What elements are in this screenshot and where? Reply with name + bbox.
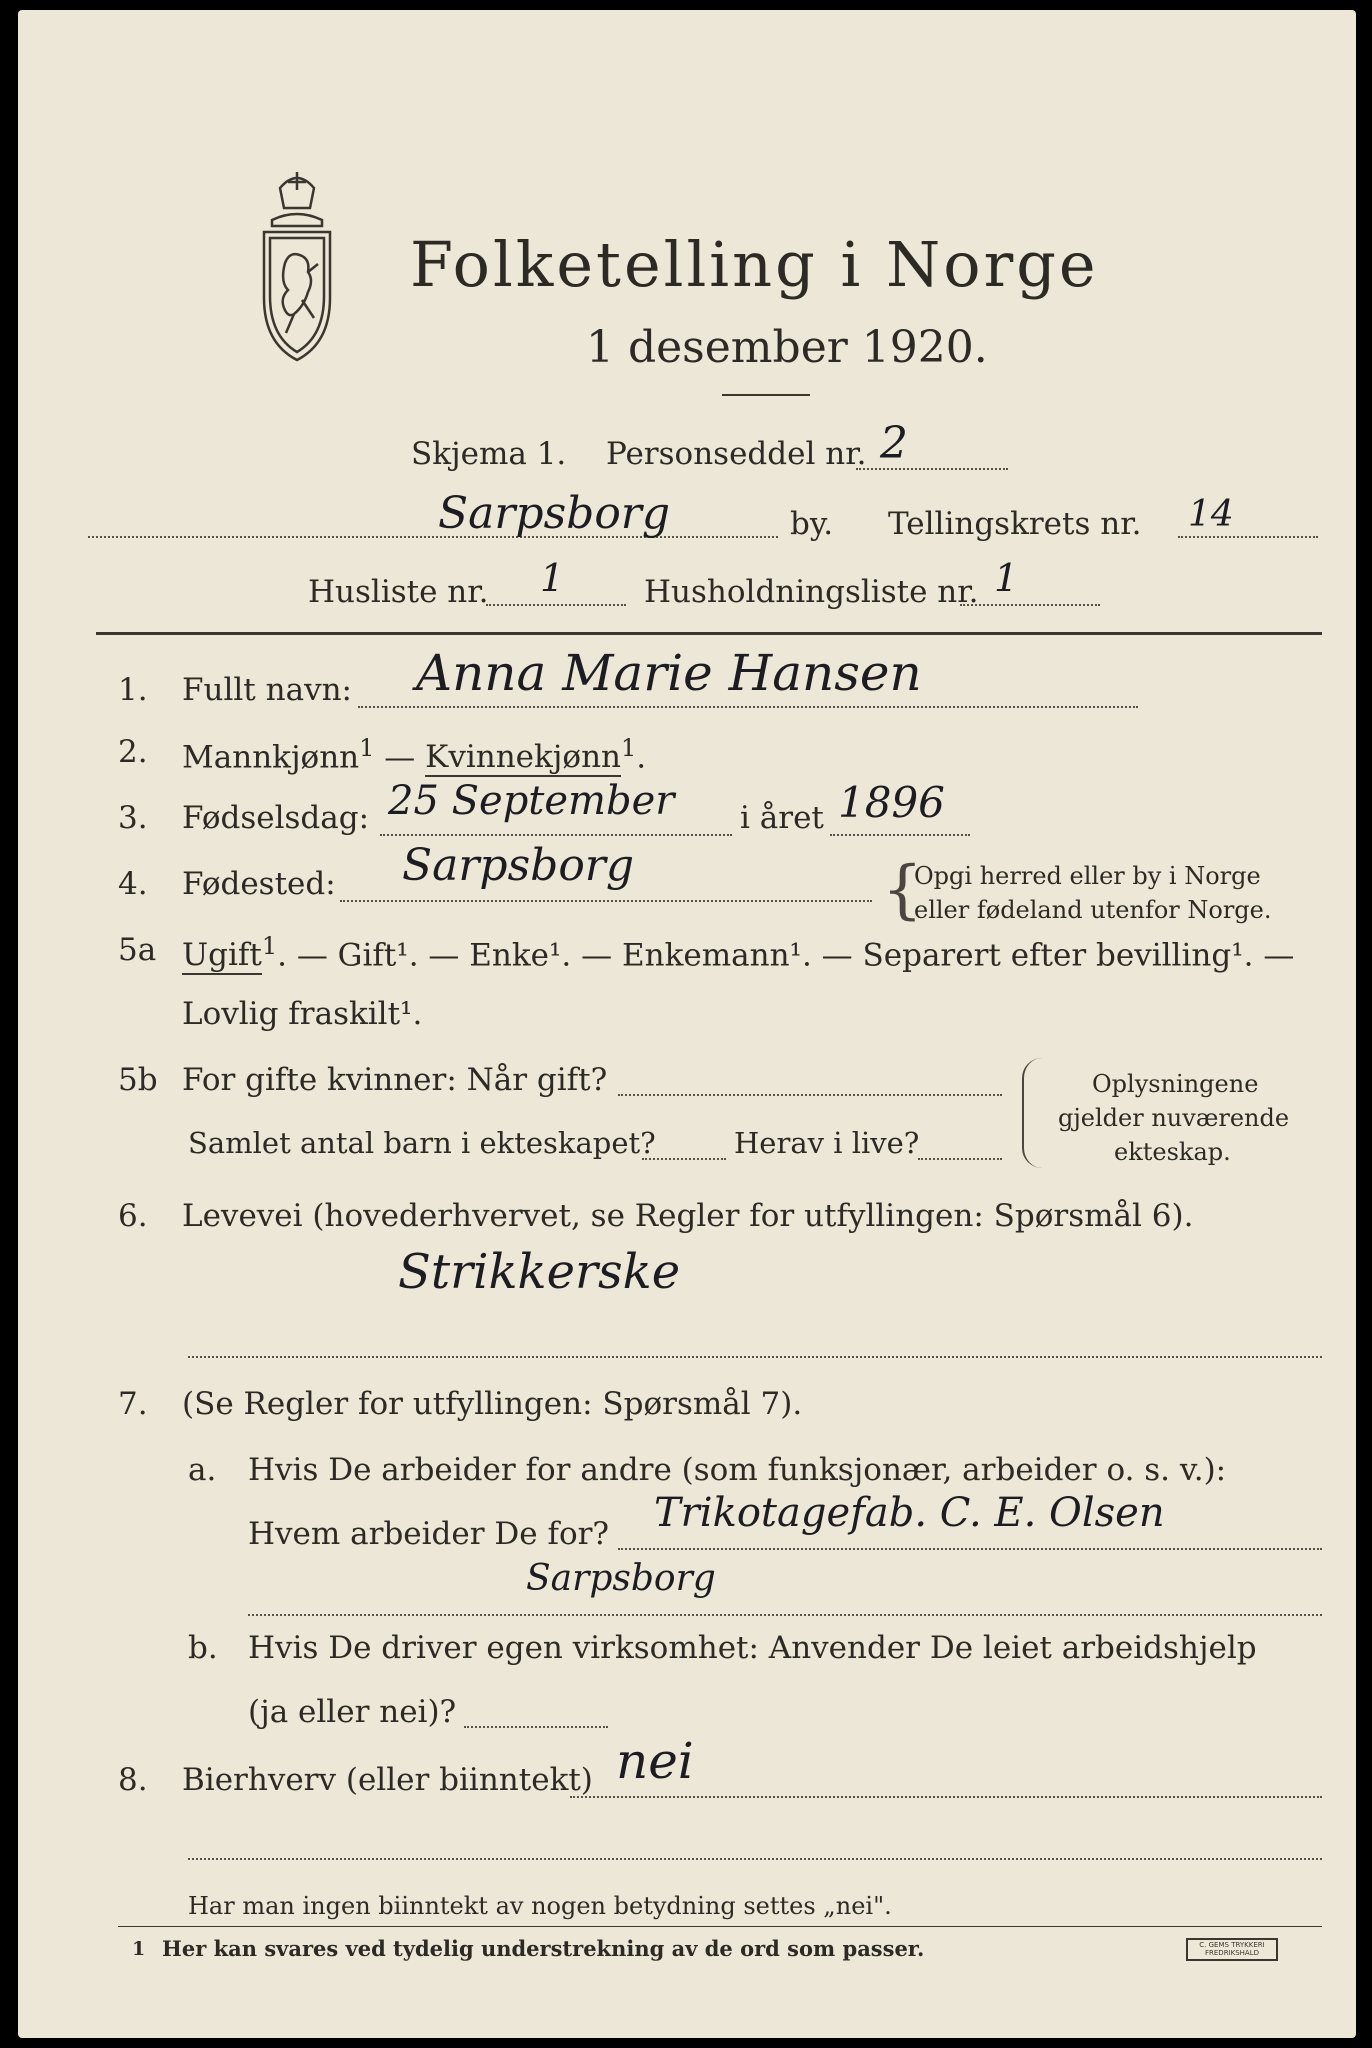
q8-number: 8. — [118, 1762, 148, 1798]
q4-number: 4. — [118, 866, 148, 902]
marital-ugift-option[interactable]: Ugift — [182, 937, 262, 974]
q7b-letter: b. — [188, 1630, 218, 1666]
husholdningsliste-label: Husholdningsliste nr. — [644, 574, 979, 610]
full-name-field[interactable] — [358, 706, 1138, 708]
q7b-line2: (ja eller nei)? — [248, 1694, 457, 1730]
full-name-value: Anna Marie Hansen — [416, 644, 922, 702]
norwegian-coat-of-arms-icon — [250, 168, 344, 368]
header-divider — [96, 632, 1322, 635]
q4-label: Fødested: — [182, 866, 336, 902]
skjema-label: Skjema 1. — [411, 436, 567, 472]
q5b-number: 5b — [118, 1062, 158, 1098]
q3-number: 3. — [118, 800, 148, 836]
husholdningsliste-field[interactable] — [960, 604, 1100, 606]
q6-label: Levevei (hovederhvervet, se Regler for utfyllingen: Spørsmål 6). — [182, 1198, 1194, 1234]
employer-value: Trikotagefab. C. E. Olsen — [654, 1490, 1165, 1536]
form-title: Folketelling i Norge — [410, 228, 1099, 301]
q7a-line2: Hvem arbeider De for? — [248, 1516, 610, 1552]
printer-stamp: C. GEMS TRYKKERI FREDRIKSHALD — [1186, 1938, 1278, 1961]
tellingskrets-label: Tellingskrets nr. — [888, 506, 1142, 542]
place-value: Sarpsborg — [438, 488, 671, 539]
side-income-field[interactable] — [570, 1796, 1322, 1798]
birthplace-note-line1: Opgi herred eller by i Norge — [914, 862, 1261, 890]
birthplace-value: Sarpsborg — [402, 840, 635, 891]
employer-field-line2[interactable] — [248, 1614, 1322, 1616]
side-income-value: nei — [616, 1732, 694, 1790]
title-divider — [722, 394, 810, 396]
place-field[interactable] — [88, 536, 778, 538]
marital-other-options[interactable]: — Gift¹. — Enke¹. — Enkemann¹. — Separert efter bevilling¹. — — [296, 937, 1295, 974]
census-form-sheet — [18, 10, 1356, 2038]
personseddel-label: Personseddel nr. — [606, 436, 867, 472]
birth-year-value: 1896 — [838, 778, 945, 827]
by-label: by. — [790, 506, 834, 542]
q8-label: Bierhverv (eller biinntekt) — [182, 1762, 593, 1798]
gender-female-option[interactable]: Kvinnekjønn — [425, 739, 622, 776]
birthday-field[interactable] — [380, 834, 732, 836]
married-date-field[interactable] — [618, 1094, 1002, 1096]
q7a-line1: Hvis De arbeider for andre (som funksjonær, arbeider o. s. v.): — [248, 1452, 1227, 1488]
birthplace-note-brace: { — [882, 853, 923, 927]
employer-field[interactable] — [618, 1548, 1322, 1550]
q7-number: 7. — [118, 1386, 148, 1422]
employer-location-value: Sarpsborg — [526, 1558, 716, 1599]
husliste-value: 1 — [540, 556, 565, 600]
husholdningsliste-value: 1 — [994, 556, 1019, 600]
form-date: 1 desember 1920. — [586, 322, 988, 373]
gender-options: Mannkjønn$^1$ — Kvinnekjønn$^1$. — [182, 734, 647, 776]
q6-number: 6. — [118, 1198, 148, 1234]
hired-help-field[interactable] — [464, 1726, 608, 1728]
footnote-mark: 1 — [132, 1938, 146, 1960]
occupation-field-line2[interactable] — [188, 1356, 1322, 1358]
q2-number: 2. — [118, 734, 148, 770]
children-count-field[interactable] — [642, 1158, 726, 1160]
q7-label: (Se Regler for utfyllingen: Spørsmål 7). — [182, 1386, 803, 1422]
q3-label: Fødselsdag: — [182, 800, 370, 836]
occupation-value: Strikkerske — [398, 1244, 681, 1300]
footnote-text: Her kan svares ved tydelig understrekning av de ord som passer. — [162, 1936, 925, 1961]
q7a-letter: a. — [188, 1452, 217, 1488]
marital-status-options: Ugift$^1$. — Gift¹. — Enke¹. — Enkemann¹. — Separert efter bevilling¹. — — [182, 932, 1295, 974]
personseddel-field[interactable] — [856, 468, 1008, 470]
year-label: i året — [740, 800, 824, 836]
husliste-label: Husliste nr. — [308, 574, 489, 610]
gender-dash: — — [384, 739, 416, 776]
q5b-note-line1: Oplysningene — [1092, 1070, 1259, 1098]
children-alive-field[interactable] — [918, 1158, 1002, 1160]
tellingskrets-field[interactable] — [1178, 536, 1318, 538]
birth-year-field[interactable] — [830, 834, 970, 836]
tellingskrets-value: 14 — [1188, 494, 1234, 535]
q5b-label-children: Samlet antal barn i ekteskapet? — [188, 1126, 656, 1160]
birthplace-note-line2: eller fødeland utenfor Norge. — [914, 896, 1272, 924]
personseddel-value: 2 — [880, 418, 908, 469]
q5b-note-line2: gjelder nuværende — [1058, 1104, 1290, 1132]
side-income-note: Har man ingen biinntekt av nogen betydning settes „nei". — [188, 1892, 892, 1920]
marital-fraskilt-option[interactable]: Lovlig fraskilt¹. — [182, 996, 423, 1032]
q7b-line1: Hvis De driver egen virksomhet: Anvender De leiet arbeidshjelp — [248, 1630, 1257, 1666]
birthplace-field[interactable] — [340, 900, 872, 902]
gender-male-option[interactable]: Mannkjønn — [182, 739, 360, 776]
q5a-number: 5a — [118, 932, 157, 968]
q5b-label-alive: Herav i live? — [734, 1126, 920, 1160]
side-income-field-line2[interactable] — [188, 1858, 1322, 1860]
footnote-divider — [118, 1926, 1322, 1927]
q5b-note-line3: ekteskap. — [1114, 1138, 1231, 1166]
q1-label: Fullt navn: — [182, 672, 352, 708]
husliste-field[interactable] — [486, 604, 626, 606]
q5b-label-married: For gifte kvinner: Når gift? — [182, 1062, 608, 1098]
q1-number: 1. — [118, 672, 148, 708]
birthday-value: 25 September — [388, 778, 675, 824]
